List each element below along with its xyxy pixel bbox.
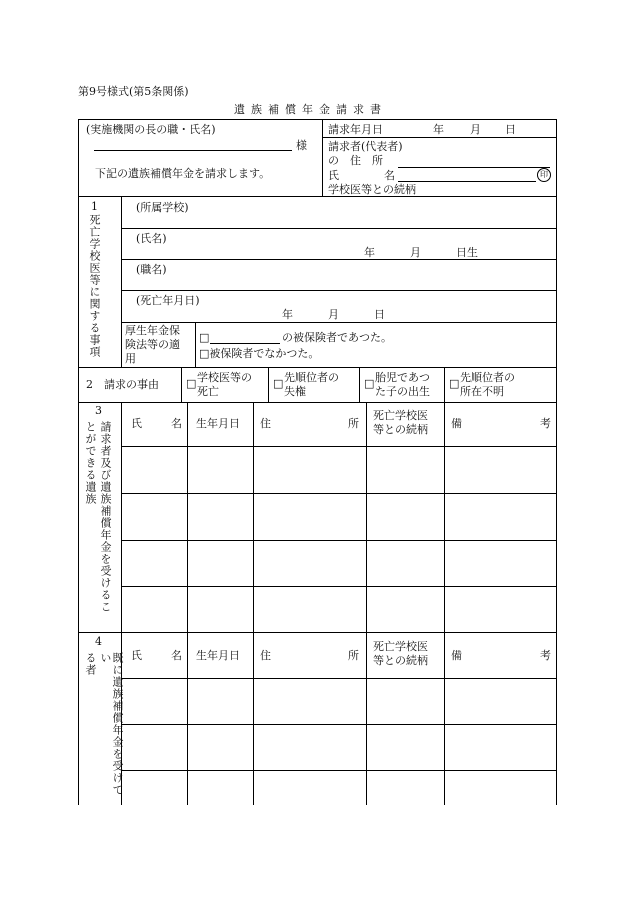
s3-header-name-a: 氏: [131, 417, 142, 430]
s1-death-day: 日: [374, 308, 385, 321]
s1-bottom: [78, 367, 556, 368]
s4-header-rel-2: 等との続柄: [373, 654, 428, 667]
s1-insurance-label-1: 厚生年金保: [125, 324, 180, 337]
s3-col-b: [187, 402, 188, 632]
s2-option-2-line2: 失権: [284, 385, 306, 398]
s3-row1-bottom: [121, 493, 556, 494]
date-month: 月: [470, 123, 481, 136]
requester-name-mei: 名: [384, 169, 395, 182]
s3-row3-bottom: [121, 586, 556, 587]
s3-header-bottom: [121, 446, 556, 447]
s2-option-3-line2: た子の出生: [375, 385, 430, 398]
s3-header-rel-1: 死亡学校医: [373, 409, 428, 422]
s4-col-d: [366, 632, 367, 805]
requester-address-line: [398, 167, 550, 168]
s3-col-a: [121, 402, 122, 632]
s2-option-4-line1: 先順位者の: [460, 371, 515, 384]
s3-header-addr-b: 所: [348, 417, 359, 430]
request-date-label: 請求年月日: [328, 123, 383, 136]
form-title: 遺族補償年金請求書: [234, 103, 387, 116]
institution-label: (実施機関の長の職・氏名): [86, 123, 216, 136]
s2-bottom: [78, 402, 556, 403]
s1-death-year: 年: [282, 308, 293, 321]
frame-right: [556, 119, 557, 805]
s3-number: 3: [95, 404, 102, 417]
s2-option-1-box[interactable]: □: [186, 377, 197, 390]
s1-death-month: 月: [328, 308, 339, 321]
s2-option-2-box[interactable]: □: [273, 377, 284, 390]
s4-col-e: [444, 632, 445, 805]
s3-header-rel-2: 等との続柄: [373, 423, 428, 436]
s3-header-name-b: 名: [171, 417, 182, 430]
frame-left: [78, 119, 79, 805]
s2-option-2-line1: 先順位者の: [284, 371, 339, 384]
requester-name-ji: 氏: [328, 169, 339, 182]
s4-header-birth: 生年月日: [196, 649, 240, 662]
s3-header-addr-a: 住: [260, 417, 271, 430]
s1-row4-bottom: [121, 322, 556, 323]
form-number: 第9号様式(第5条関係): [78, 85, 189, 98]
sama-label: 様: [296, 139, 307, 152]
s1-title: 1死亡学校医等に関する事項: [88, 200, 101, 358]
s2-option-4-line2: 所在不明: [460, 385, 504, 398]
s4-title-col2: る者: [84, 652, 97, 676]
s3-row2-bottom: [121, 540, 556, 541]
s4-row1-bottom: [121, 724, 556, 725]
request-text: 下記の遺族補償年金を請求します。: [95, 167, 271, 180]
seal-mark: 印: [537, 168, 551, 182]
s4-number: 4: [95, 635, 102, 648]
s1-row1-bottom: [121, 228, 556, 229]
s2-divider-1: [268, 367, 269, 402]
frame-top: [78, 119, 556, 120]
s4-header-note-a: 備: [451, 649, 462, 662]
relation-label: 学校医等との続柄: [328, 183, 416, 196]
s3-header-birth: 生年月日: [196, 417, 240, 430]
s4-header-addr-a: 住: [260, 649, 271, 662]
s3-header-note-a: 備: [451, 417, 462, 430]
s1-row3-bottom: [121, 290, 556, 291]
s1-birth-day: 日生: [456, 246, 478, 259]
s4-header-name-b: 名: [171, 649, 182, 662]
s1-option2-checkbox[interactable]: □被保険者でなかつた。: [199, 347, 320, 360]
s4-header-bottom: [121, 678, 556, 679]
s3-col-d: [366, 402, 367, 632]
s4-header-addr-b: 所: [348, 649, 359, 662]
s2-divider-2: [359, 367, 360, 402]
s3-col-c: [253, 402, 254, 632]
s1-divider: [121, 196, 122, 367]
requester-label: 請求者(代表者): [328, 140, 403, 153]
s1-insurance-divider: [195, 322, 196, 367]
date-year: 年: [433, 123, 444, 136]
s1-name-label: (氏名): [136, 232, 167, 245]
requester-name-line: [398, 181, 536, 182]
s1-insurance-label-3: 用: [125, 352, 136, 365]
s2-option-3-line1: 胎児であつ: [375, 371, 430, 384]
s3-col-e: [444, 402, 445, 632]
date-day: 日: [505, 123, 516, 136]
top-bottom: [78, 196, 556, 197]
s1-birth-year: 年: [364, 246, 375, 259]
s2-option-4-box[interactable]: □: [449, 377, 460, 390]
s2-option-3-box[interactable]: □: [364, 377, 375, 390]
institution-line: [94, 150, 292, 151]
s1-option1-checkbox[interactable]: □: [199, 331, 210, 344]
s1-option1-blank: [210, 343, 280, 344]
s4-header-rel-1: 死亡学校医: [373, 640, 428, 653]
requester-address-label: の 住 所: [328, 154, 383, 167]
s4-title-col1: 既に遺族補償年金を受けてい: [99, 652, 124, 796]
top-divider: [322, 119, 323, 196]
s1-school-label: (所属学校): [136, 201, 189, 214]
s3-title-col2: とができる遺族: [84, 421, 97, 505]
s1-death-label: (死亡年月日): [136, 294, 200, 307]
s1-birth-month: 月: [410, 246, 421, 259]
s2-option-1-line1: 学校医等の: [197, 371, 252, 384]
s1-option1-text: の被保険者であつた。: [282, 331, 392, 344]
s1-row2-bottom: [121, 259, 556, 260]
s4-header-note-b: 考: [540, 649, 551, 662]
s3-title-col1: 請求者及び遺族補償年金を受けるこ: [99, 421, 112, 613]
s4-col-b: [187, 632, 188, 805]
s3-bottom: [78, 632, 556, 633]
date-row-bottom: [322, 137, 556, 138]
s3-header-note-b: 考: [540, 417, 551, 430]
s1-job-label: (職名): [136, 263, 167, 276]
s4-col-c: [253, 632, 254, 805]
s2-divider-0: [181, 367, 182, 402]
s2-divider-3: [444, 367, 445, 402]
s4-header-name-a: 氏: [131, 649, 142, 662]
s2-title: 2 請求の事由: [86, 378, 159, 391]
s1-insurance-label-2: 険法等の適: [125, 338, 180, 351]
s4-row2-bottom: [121, 770, 556, 771]
s2-option-1-line2: 死亡: [197, 385, 219, 398]
